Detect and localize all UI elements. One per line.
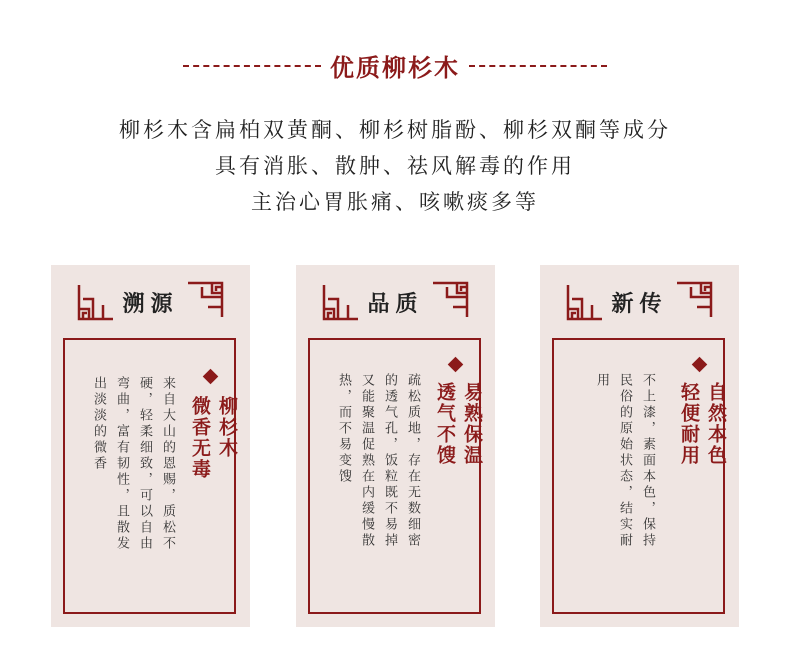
section-title-row — [0, 48, 790, 83]
body-column: 的透气孔，饭粒既不易掉 — [382, 373, 397, 549]
card-heading — [675, 382, 729, 622]
body-column: 弯曲，富有韧性，且散发 — [114, 376, 129, 552]
fret-corner-icon — [429, 281, 469, 321]
fret-corner-icon — [184, 281, 224, 321]
card-header — [51, 281, 250, 325]
intro-line: 主治心胃胀痛、咳嗽痰多等 — [251, 190, 539, 214]
dashed-divider-right — [469, 65, 607, 67]
body-column: 出淡淡的微香 — [91, 376, 106, 472]
feature-card-heritage — [540, 265, 739, 627]
card-body — [590, 373, 659, 613]
body-column: 民俗的原始状态，结实耐 — [617, 373, 632, 549]
card-frame — [63, 338, 236, 614]
card-header — [296, 281, 495, 325]
heading-column: 自然本色 — [705, 382, 727, 466]
card-frame — [552, 338, 725, 614]
diamond-icon — [692, 357, 708, 373]
intro-paragraph — [0, 112, 790, 220]
card-title: 新传 — [611, 292, 668, 317]
section-title: 优质柳杉木 — [330, 54, 460, 82]
card-body — [332, 373, 424, 613]
fret-corner-icon — [673, 281, 713, 321]
diamond-icon — [448, 357, 464, 373]
body-column: 热，而不易变馊 — [336, 373, 351, 485]
card-header — [540, 281, 739, 325]
feature-card-quality — [296, 265, 495, 627]
diamond-icon — [203, 369, 219, 385]
feature-card-origin — [51, 265, 250, 627]
body-column: 用 — [594, 373, 609, 389]
card-heading — [186, 396, 240, 636]
heading-column: 微香无毒 — [189, 396, 211, 480]
heading-column: 柳杉木 — [216, 396, 238, 459]
body-column: 硬，轻柔细致，可以自由 — [137, 376, 152, 552]
body-column: 又能聚温促熟在内缓慢散 — [359, 373, 374, 549]
card-title: 品质 — [367, 292, 424, 317]
body-column: 来自大山的恩赐，质松不 — [160, 376, 175, 552]
heading-column: 透气不馊 — [434, 382, 456, 466]
card-frame — [308, 338, 481, 614]
card-heading — [431, 382, 485, 622]
heading-column: 轻便耐用 — [678, 382, 700, 466]
intro-line: 柳杉木含扁柏双黄酮、柳杉树脂酚、柳杉双酮等成分 — [119, 118, 671, 142]
body-column: 不上漆，素面本色，保持 — [640, 373, 655, 549]
dashed-divider-left — [183, 65, 321, 67]
card-title: 溯源 — [122, 292, 179, 317]
body-column: 疏松质地，存在无数细密 — [405, 373, 420, 549]
card-body — [87, 376, 179, 616]
heading-column: 易熟保温 — [461, 382, 483, 466]
intro-line: 具有消胀、散肿、祛风解毒的作用 — [215, 154, 575, 178]
